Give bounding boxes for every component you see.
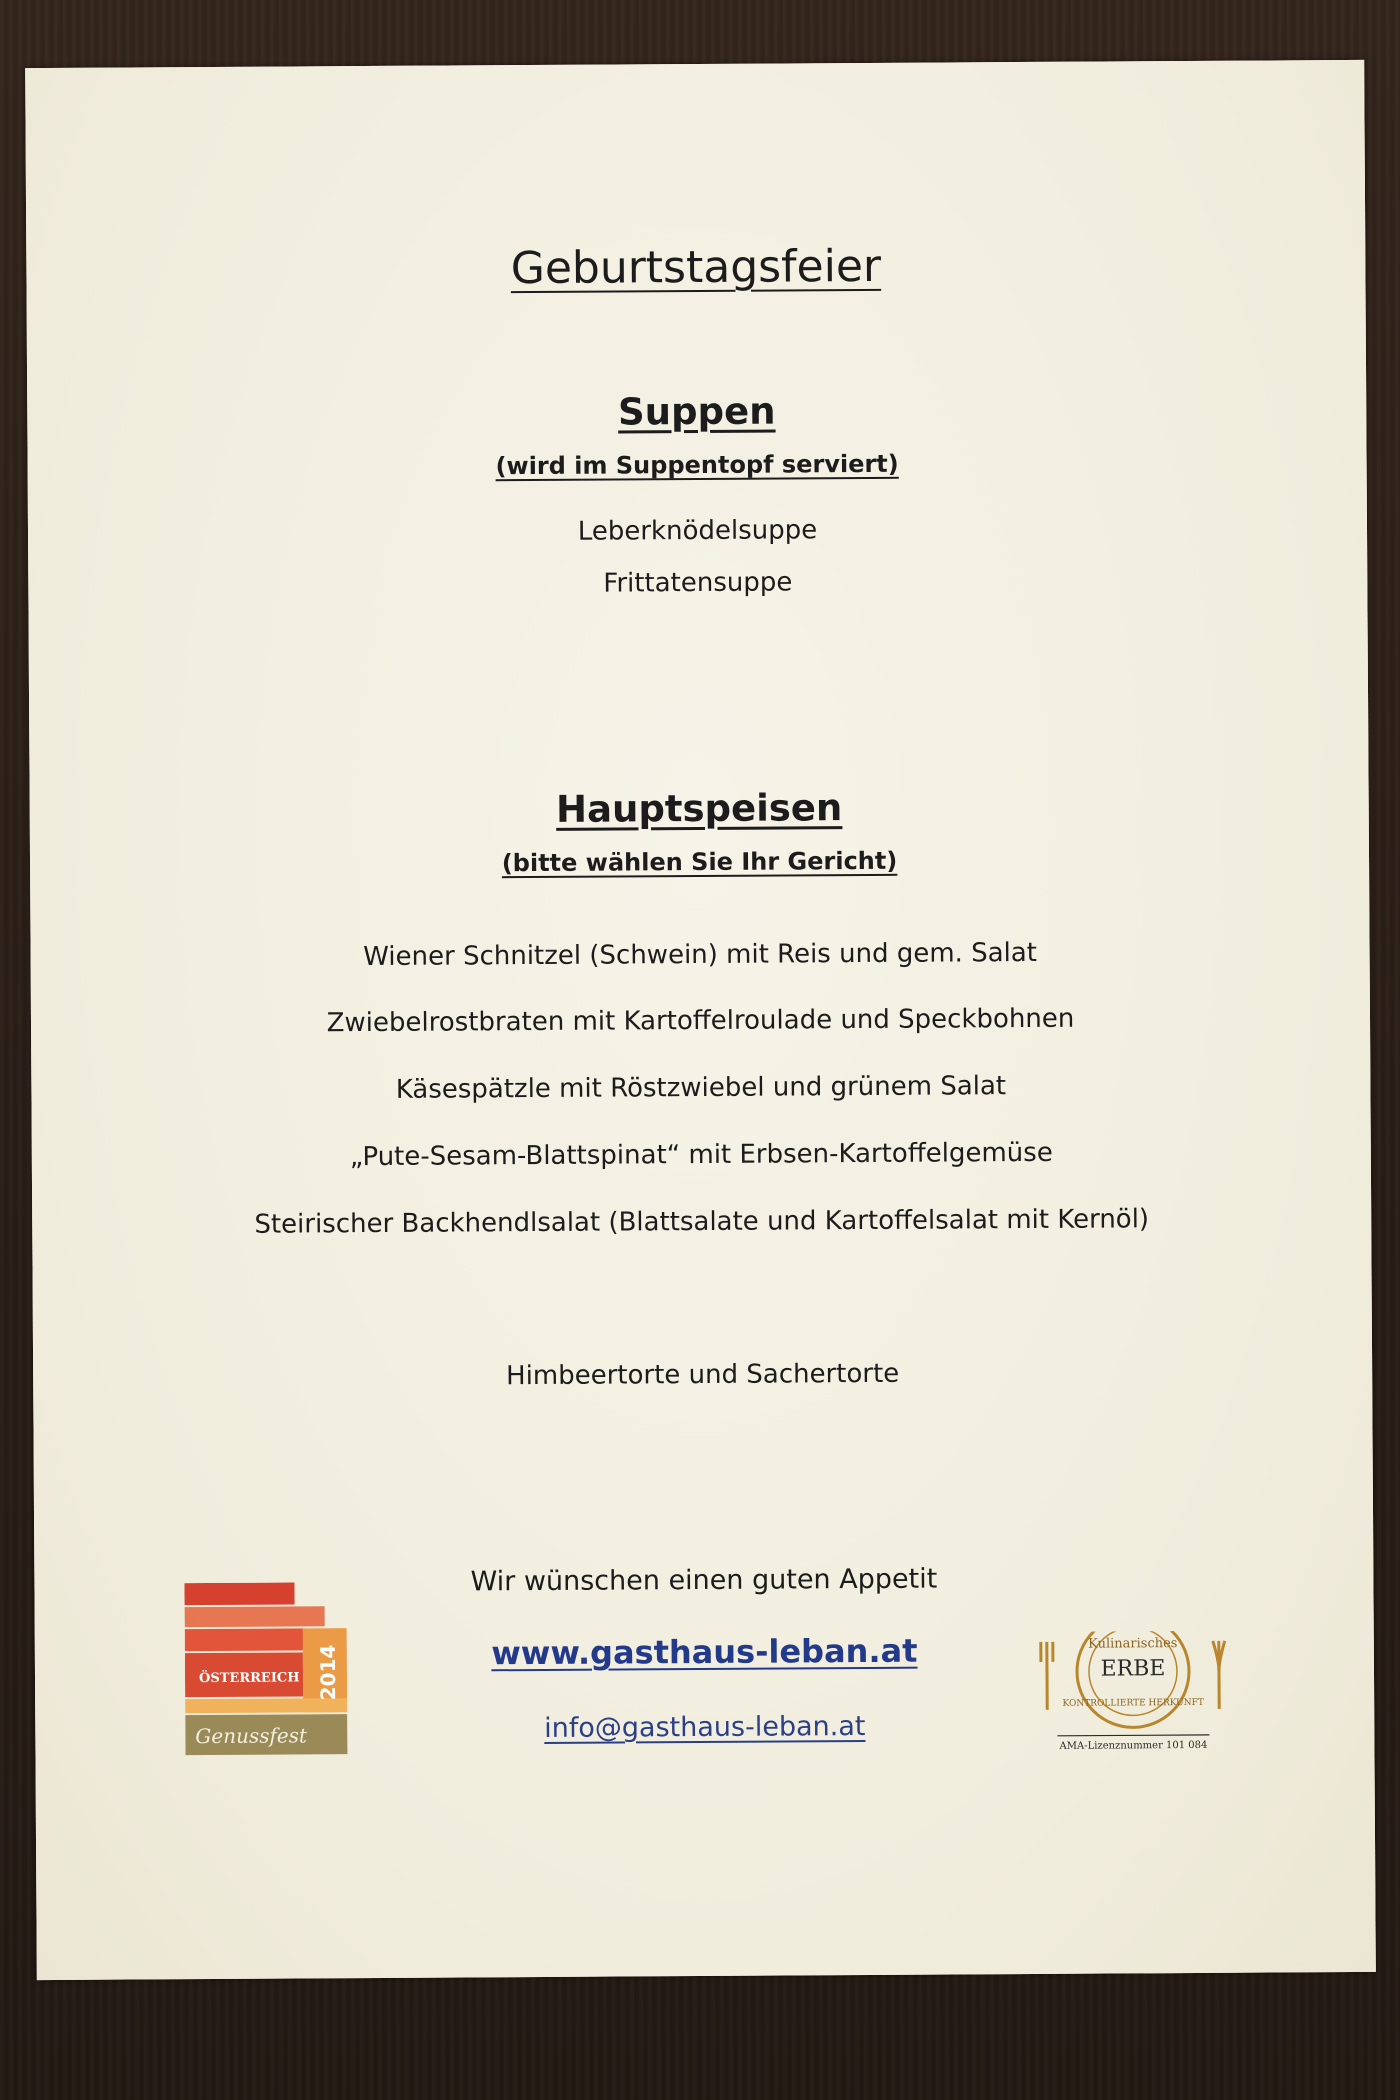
website-link[interactable]: www.gasthaus-leban.at: [491, 1631, 918, 1673]
main-item: „Pute-Sesam-Blattspinat“ mit Erbsen-Kartoffelgemüse: [349, 1137, 1053, 1173]
soups-heading: Suppen: [617, 389, 776, 434]
logo-erbe-license-text: AMA-Lizenznummer 101 084: [1059, 1739, 1208, 1752]
logo-country-text: ÖSTERREICH: [198, 1670, 300, 1687]
main-item: Wiener Schnitzel (Schwein) mit Reis und gem. Salat: [363, 937, 1038, 973]
soup-item: Frittatensuppe: [603, 567, 793, 599]
soups-note: (wird im Suppentopf serviert): [495, 449, 899, 481]
genuss-region-logo: [184, 1582, 347, 1761]
kulinarisches-erbe-logo: [1033, 1631, 1234, 1762]
page-title: Geburtstagsfeier: [510, 240, 882, 295]
logo-erbe-ring-text: KONTROLLIERTE HERKUNFT: [1062, 1697, 1204, 1709]
closing-line: Wir wünschen einen guten Appetit: [470, 1563, 938, 1598]
main-item: Käsespätzle mit Röstzwiebel und grünem Salat: [395, 1071, 1007, 1105]
main-item: Zwiebelrostbraten mit Kartoffelroulade und Speckbohnen: [326, 1003, 1075, 1039]
mains-heading: Hauptspeisen: [555, 786, 843, 831]
email-link[interactable]: info@gasthaus-leban.at: [544, 1711, 866, 1744]
soup-item: Leberknödelsuppe: [577, 515, 818, 547]
logo-script-text: Genussfest: [195, 1723, 308, 1749]
main-item: Steirischer Backhendlsalat (Blattsalate und Kartoffelsalat mit Kernöl): [254, 1204, 1150, 1240]
dessert-item: Himbeertorte und Sachertorte: [506, 1358, 900, 1392]
logo-erbe-main-text: ERBE: [1100, 1656, 1166, 1682]
mains-note: (bitte wählen Sie Ihr Gericht): [501, 846, 898, 878]
menu-sheet: [25, 60, 1376, 1980]
logo-year-text: 2014: [315, 1644, 341, 1701]
logo-erbe-top-text: Kulinarisches: [1088, 1636, 1178, 1652]
